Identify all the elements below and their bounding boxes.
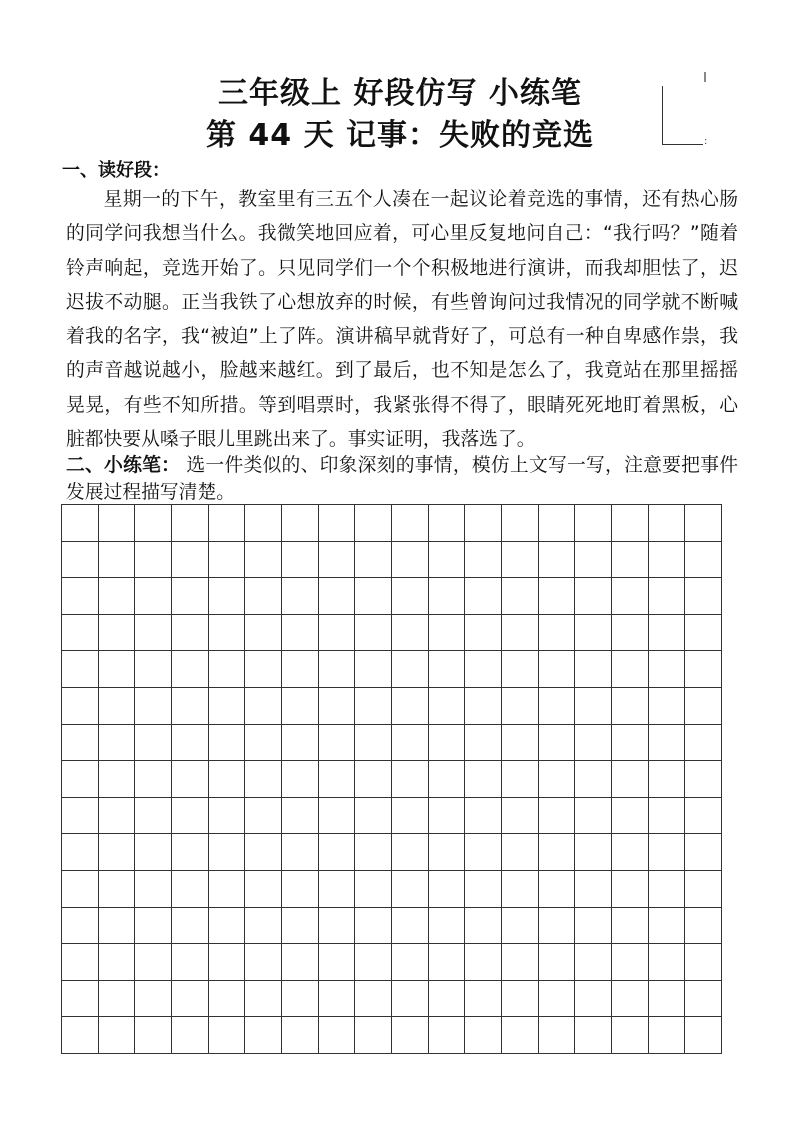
grid-cell[interactable] [539, 688, 576, 725]
grid-cell[interactable] [319, 578, 356, 615]
grid-cell[interactable] [649, 834, 686, 871]
grid-cell[interactable] [172, 542, 209, 579]
grid-cell[interactable] [99, 944, 136, 981]
grid-cell[interactable] [685, 725, 722, 762]
grid-cell[interactable] [612, 505, 649, 542]
grid-cell[interactable] [392, 615, 429, 652]
grid-cell[interactable] [172, 505, 209, 542]
grid-cell[interactable] [575, 834, 612, 871]
grid-cell[interactable] [319, 834, 356, 871]
grid-cell[interactable] [649, 981, 686, 1018]
grid-cell[interactable] [539, 944, 576, 981]
grid-cell[interactable] [612, 725, 649, 762]
grid-cell[interactable] [209, 834, 246, 871]
grid-cell[interactable] [62, 578, 99, 615]
grid-cell[interactable] [465, 908, 502, 945]
grid-cell[interactable] [502, 908, 539, 945]
grid-cell[interactable] [209, 542, 246, 579]
grid-cell[interactable] [319, 725, 356, 762]
grid-cell[interactable] [612, 908, 649, 945]
grid-cell[interactable] [502, 578, 539, 615]
grid-cell[interactable] [245, 981, 282, 1018]
grid-cell[interactable] [575, 725, 612, 762]
grid-cell[interactable] [355, 542, 392, 579]
grid-cell[interactable] [392, 651, 429, 688]
grid-cell[interactable] [209, 944, 246, 981]
grid-cell[interactable] [465, 688, 502, 725]
grid-cell[interactable] [245, 505, 282, 542]
grid-cell[interactable] [282, 542, 319, 579]
grid-cell[interactable] [99, 651, 136, 688]
grid-cell[interactable] [282, 688, 319, 725]
grid-cell[interactable] [319, 908, 356, 945]
grid-cell[interactable] [99, 798, 136, 835]
grid-cell[interactable] [135, 651, 172, 688]
grid-cell[interactable] [502, 981, 539, 1018]
model-passage: 星期一的下午，教室里有三五个人凑在一起议论着竞选的事情，还有热心肠的同学问我想当什么。我微笑地回应着，可心里反复地问自己：“我行吗？”随着铃声响起，竞选开始了。只见同学们一个个积极地进行演讲，而我却胆怯了，迟迟拔不动腿。正当我铁了心想放弃的时候，有些曾询问过我情况的同学就不断喊着我的名字，我“被迫”上了阵。演讲稿早就背好了，可总有一种自卑感作祟，我的声音越说越小，脸越来越红。到了最后，也不知是怎么了，我竟站在那里摇摇晃晃，有些不知所措。等到唱票时，我紧张得不得了，眼睛死死地盯着黑板，心脏都快要从嗓子眼儿里跳出来了。事实证明，我落选了。 [66, 189, 738, 451]
grid-cell[interactable] [465, 651, 502, 688]
grid-cell[interactable] [612, 981, 649, 1018]
grid-cell[interactable] [245, 1017, 282, 1054]
grid-cell[interactable] [502, 542, 539, 579]
grid-cell[interactable] [502, 688, 539, 725]
grid-cell[interactable] [649, 798, 686, 835]
grid-cell[interactable] [539, 615, 576, 652]
grid-cell[interactable] [135, 1017, 172, 1054]
grid-cell[interactable] [62, 505, 99, 542]
grid-cell[interactable] [135, 725, 172, 762]
grid-cell[interactable] [172, 908, 209, 945]
grid-cell[interactable] [355, 798, 392, 835]
grid-cell[interactable] [172, 944, 209, 981]
grid-cell[interactable] [685, 505, 722, 542]
grid-cell[interactable] [429, 542, 466, 579]
grid-cell[interactable] [392, 688, 429, 725]
grid-cell[interactable] [575, 944, 612, 981]
grid-cell[interactable] [282, 761, 319, 798]
grid-cell[interactable] [209, 725, 246, 762]
grid-cell[interactable] [62, 615, 99, 652]
grid-cell[interactable] [502, 834, 539, 871]
grid-cell[interactable] [135, 688, 172, 725]
grid-cell[interactable] [62, 542, 99, 579]
grid-cell[interactable] [209, 688, 246, 725]
grid-cell[interactable] [99, 761, 136, 798]
grid-cell[interactable] [319, 688, 356, 725]
grid-cell[interactable] [429, 871, 466, 908]
grid-cell[interactable] [282, 651, 319, 688]
grid-cell[interactable] [612, 615, 649, 652]
worksheet-subtitle: 第 44 天 记事：失败的竞选 [205, 118, 595, 153]
grid-cell[interactable] [429, 834, 466, 871]
grid-cell[interactable] [465, 725, 502, 762]
grid-cell[interactable] [539, 761, 576, 798]
grid-cell[interactable] [172, 981, 209, 1018]
grid-cell[interactable] [539, 651, 576, 688]
worksheet-title: 三年级上 好段仿写 小练笔 [218, 76, 582, 111]
grid-cell[interactable] [539, 871, 576, 908]
grid-cell[interactable] [355, 615, 392, 652]
grid-cell[interactable] [465, 981, 502, 1018]
grid-cell[interactable] [172, 834, 209, 871]
grid-cell[interactable] [245, 651, 282, 688]
grid-cell[interactable] [649, 542, 686, 579]
grid-cell[interactable] [465, 761, 502, 798]
grid-cell[interactable] [612, 1017, 649, 1054]
section-practice-heading: 二、小练笔： [66, 455, 181, 476]
grid-cell[interactable] [429, 761, 466, 798]
grid-cell[interactable] [282, 908, 319, 945]
grid-cell[interactable] [355, 651, 392, 688]
grid-cell[interactable] [99, 981, 136, 1018]
grid-cell[interactable] [649, 761, 686, 798]
grid-cell[interactable] [355, 981, 392, 1018]
practice-instruction: 选一件类似的、印象深刻的事情，模仿上文写一写，注意要把事件发展过程描写清楚。 [66, 455, 739, 503]
grid-cell[interactable] [135, 505, 172, 542]
grid-cell[interactable] [575, 761, 612, 798]
grid-cell[interactable] [502, 651, 539, 688]
grid-cell[interactable] [685, 944, 722, 981]
practice-prompt [66, 452, 738, 506]
grid-cell[interactable] [355, 871, 392, 908]
grid-cell[interactable] [465, 1017, 502, 1054]
grid-cell[interactable] [649, 908, 686, 945]
grid-cell[interactable] [539, 1017, 576, 1054]
grid-cell[interactable] [135, 542, 172, 579]
grid-cell[interactable] [355, 688, 392, 725]
grid-cell[interactable] [575, 688, 612, 725]
grid-cell[interactable] [319, 761, 356, 798]
corner-dots-mark: : [704, 136, 708, 147]
grid-cell[interactable] [99, 542, 136, 579]
grid-cell[interactable] [355, 761, 392, 798]
grid-cell[interactable] [465, 834, 502, 871]
grid-cell[interactable] [575, 1017, 612, 1054]
grid-cell[interactable] [319, 798, 356, 835]
grid-cell[interactable] [465, 944, 502, 981]
grid-cell[interactable] [685, 1017, 722, 1054]
grid-cell[interactable] [685, 834, 722, 871]
grid-cell[interactable] [539, 834, 576, 871]
grid-cell[interactable] [392, 725, 429, 762]
grid-cell[interactable] [355, 578, 392, 615]
grid-cell[interactable] [245, 944, 282, 981]
grid-cell[interactable] [319, 944, 356, 981]
grid-cell[interactable] [99, 1017, 136, 1054]
grid-cell[interactable] [282, 615, 319, 652]
grid-cell[interactable] [245, 871, 282, 908]
corner-crop-mark [662, 86, 703, 145]
grid-cell[interactable] [575, 651, 612, 688]
grid-cell[interactable] [172, 615, 209, 652]
grid-cell[interactable] [539, 981, 576, 1018]
grid-cell[interactable] [62, 761, 99, 798]
grid-cell[interactable] [62, 981, 99, 1018]
grid-cell[interactable] [209, 505, 246, 542]
grid-cell[interactable] [172, 725, 209, 762]
grid-cell[interactable] [612, 944, 649, 981]
grid-cell[interactable] [172, 798, 209, 835]
grid-cell[interactable] [429, 578, 466, 615]
grid-cell[interactable] [99, 688, 136, 725]
grid-cell[interactable] [502, 505, 539, 542]
grid-cell[interactable] [282, 1017, 319, 1054]
grid-cell[interactable] [612, 651, 649, 688]
grid-cell[interactable] [209, 578, 246, 615]
grid-cell[interactable] [172, 761, 209, 798]
grid-cell[interactable] [99, 834, 136, 871]
grid-cell[interactable] [502, 871, 539, 908]
grid-cell[interactable] [429, 725, 466, 762]
grid-cell[interactable] [245, 725, 282, 762]
grid-cell[interactable] [282, 725, 319, 762]
grid-cell[interactable] [612, 761, 649, 798]
grid-cell[interactable] [355, 908, 392, 945]
grid-cell[interactable] [62, 1017, 99, 1054]
grid-cell[interactable] [172, 688, 209, 725]
grid-cell[interactable] [209, 1017, 246, 1054]
grid-cell[interactable] [649, 651, 686, 688]
grid-cell[interactable] [245, 834, 282, 871]
grid-cell[interactable] [685, 651, 722, 688]
grid-cell[interactable] [392, 578, 429, 615]
grid-cell[interactable] [465, 542, 502, 579]
grid-cell[interactable] [209, 651, 246, 688]
grid-cell[interactable] [649, 725, 686, 762]
grid-cell[interactable] [539, 908, 576, 945]
grid-cell[interactable] [319, 1017, 356, 1054]
grid-cell[interactable] [392, 542, 429, 579]
grid-cell[interactable] [575, 981, 612, 1018]
grid-cell[interactable] [392, 944, 429, 981]
grid-cell[interactable] [62, 798, 99, 835]
grid-cell[interactable] [99, 908, 136, 945]
grid-cell[interactable] [612, 798, 649, 835]
grid-cell[interactable] [62, 944, 99, 981]
grid-cell[interactable] [245, 688, 282, 725]
grid-cell[interactable] [465, 871, 502, 908]
grid-cell[interactable] [685, 761, 722, 798]
grid-cell[interactable] [502, 761, 539, 798]
grid-cell[interactable] [319, 505, 356, 542]
grid-cell[interactable] [392, 834, 429, 871]
grid-cell[interactable] [685, 981, 722, 1018]
grid-cell[interactable] [209, 761, 246, 798]
grid-cell[interactable] [209, 798, 246, 835]
grid-cell[interactable] [319, 981, 356, 1018]
grid-cell[interactable] [502, 725, 539, 762]
grid-cell[interactable] [685, 688, 722, 725]
grid-cell[interactable] [245, 761, 282, 798]
grid-cell[interactable] [62, 834, 99, 871]
grid-cell[interactable] [429, 1017, 466, 1054]
grid-cell[interactable] [355, 505, 392, 542]
grid-cell[interactable] [99, 615, 136, 652]
grid-cell[interactable] [135, 871, 172, 908]
grid-cell[interactable] [245, 908, 282, 945]
grid-cell[interactable] [392, 798, 429, 835]
grid-cell[interactable] [135, 908, 172, 945]
grid-cell[interactable] [502, 615, 539, 652]
grid-cell[interactable] [355, 834, 392, 871]
grid-cell[interactable] [392, 505, 429, 542]
grid-cell[interactable] [62, 725, 99, 762]
grid-cell[interactable] [282, 944, 319, 981]
grid-cell[interactable] [319, 542, 356, 579]
grid-cell[interactable] [355, 1017, 392, 1054]
grid-cell[interactable] [429, 505, 466, 542]
grid-cell[interactable] [62, 688, 99, 725]
grid-cell[interactable] [685, 578, 722, 615]
grid-cell[interactable] [99, 505, 136, 542]
grid-cell[interactable] [62, 908, 99, 945]
grid-cell[interactable] [282, 798, 319, 835]
grid-cell[interactable] [649, 615, 686, 652]
grid-cell[interactable] [319, 615, 356, 652]
grid-cell[interactable] [429, 651, 466, 688]
grid-cell[interactable] [135, 981, 172, 1018]
grid-cell[interactable] [282, 834, 319, 871]
grid-cell[interactable] [649, 944, 686, 981]
grid-cell[interactable] [685, 542, 722, 579]
grid-cell[interactable] [685, 615, 722, 652]
grid-cell[interactable] [649, 1017, 686, 1054]
grid-cell[interactable] [245, 578, 282, 615]
grid-cell[interactable] [62, 871, 99, 908]
grid-cell[interactable] [575, 615, 612, 652]
grid-cell[interactable] [539, 725, 576, 762]
grid-cell[interactable] [392, 1017, 429, 1054]
grid-cell[interactable] [539, 578, 576, 615]
grid-cell[interactable] [392, 871, 429, 908]
grid-cell[interactable] [99, 578, 136, 615]
grid-cell[interactable] [429, 688, 466, 725]
grid-cell[interactable] [135, 578, 172, 615]
grid-cell[interactable] [612, 578, 649, 615]
grid-cell[interactable] [612, 542, 649, 579]
grid-cell[interactable] [172, 578, 209, 615]
writing-grid[interactable] [61, 504, 722, 1054]
grid-cell[interactable] [429, 908, 466, 945]
grid-cell[interactable] [575, 908, 612, 945]
grid-cell[interactable] [355, 944, 392, 981]
grid-cell[interactable] [649, 578, 686, 615]
grid-cell[interactable] [429, 798, 466, 835]
grid-cell[interactable] [685, 871, 722, 908]
grid-cell[interactable] [282, 981, 319, 1018]
grid-cell[interactable] [575, 871, 612, 908]
grid-cell[interactable] [502, 798, 539, 835]
grid-cell[interactable] [135, 798, 172, 835]
grid-cell[interactable] [245, 798, 282, 835]
grid-cell[interactable] [539, 798, 576, 835]
grid-cell[interactable] [575, 578, 612, 615]
grid-cell[interactable] [502, 944, 539, 981]
grid-cell[interactable] [575, 542, 612, 579]
grid-cell[interactable] [685, 798, 722, 835]
grid-cell[interactable] [465, 798, 502, 835]
grid-cell[interactable] [612, 871, 649, 908]
grid-cell[interactable] [612, 834, 649, 871]
grid-cell[interactable] [172, 1017, 209, 1054]
grid-cell[interactable] [575, 505, 612, 542]
grid-cell[interactable] [209, 981, 246, 1018]
grid-cell[interactable] [392, 981, 429, 1018]
grid-cell[interactable] [392, 761, 429, 798]
grid-cell[interactable] [135, 834, 172, 871]
grid-cell[interactable] [502, 1017, 539, 1054]
grid-cell[interactable] [135, 761, 172, 798]
grid-cell[interactable] [62, 651, 99, 688]
grid-cell[interactable] [649, 505, 686, 542]
grid-cell[interactable] [649, 688, 686, 725]
grid-cell[interactable] [172, 871, 209, 908]
grid-cell[interactable] [135, 944, 172, 981]
grid-cell[interactable] [612, 688, 649, 725]
grid-cell[interactable] [319, 871, 356, 908]
grid-cell[interactable] [209, 871, 246, 908]
grid-cell[interactable] [282, 505, 319, 542]
corner-tick-mark [704, 72, 706, 82]
grid-cell[interactable] [429, 944, 466, 981]
grid-cell[interactable] [465, 578, 502, 615]
grid-cell[interactable] [465, 615, 502, 652]
grid-cell[interactable] [209, 615, 246, 652]
grid-cell[interactable] [539, 542, 576, 579]
grid-cell[interactable] [282, 871, 319, 908]
section-read-heading: 一、读好段： [62, 160, 170, 181]
grid-cell[interactable] [135, 615, 172, 652]
grid-cell[interactable] [429, 981, 466, 1018]
grid-cell[interactable] [539, 505, 576, 542]
grid-cell[interactable] [99, 725, 136, 762]
grid-cell[interactable] [99, 871, 136, 908]
grid-cell[interactable] [355, 725, 392, 762]
grid-cell[interactable] [209, 908, 246, 945]
grid-cell[interactable] [172, 651, 209, 688]
grid-cell[interactable] [429, 615, 466, 652]
grid-cell[interactable] [685, 908, 722, 945]
grid-cell[interactable] [245, 615, 282, 652]
grid-cell[interactable] [575, 798, 612, 835]
grid-cell[interactable] [649, 871, 686, 908]
grid-cell[interactable] [465, 505, 502, 542]
grid-cell[interactable] [282, 578, 319, 615]
grid-cell[interactable] [319, 651, 356, 688]
grid-cell[interactable] [392, 908, 429, 945]
grid-cell[interactable] [245, 542, 282, 579]
